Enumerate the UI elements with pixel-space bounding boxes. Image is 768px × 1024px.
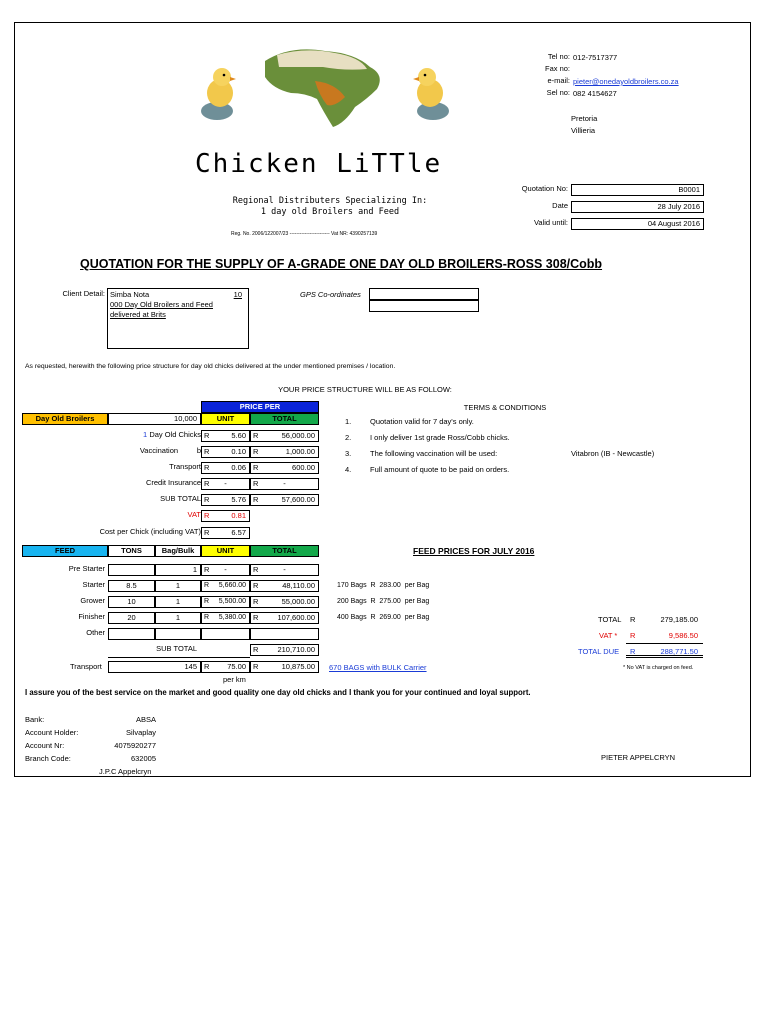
other-bag[interactable] bbox=[155, 628, 201, 640]
currency-symbol: R bbox=[204, 511, 210, 520]
grower-unit-value: 5,500.00 bbox=[218, 598, 246, 605]
chicks-unit[interactable] bbox=[201, 430, 250, 442]
gps-label: GPS Co-ordinates bbox=[300, 290, 361, 299]
unit-header: UNIT bbox=[201, 413, 250, 425]
logo-graphic bbox=[195, 41, 455, 129]
feed-transport-label: Transport bbox=[70, 662, 102, 671]
vaccine-name: Vitabron (IB - Newcastle) bbox=[571, 449, 655, 458]
grower-bag-note: 200 Bags R 275.00 per Bag bbox=[337, 598, 430, 605]
currency-symbol: R bbox=[204, 447, 210, 456]
grower-total[interactable] bbox=[250, 596, 319, 608]
vat-value: 0.81 bbox=[231, 511, 246, 520]
cost-value: 6.57 bbox=[231, 528, 246, 537]
term-4-text: Full amount of quote to be paid on orders. bbox=[370, 465, 510, 474]
pre-starter-bag[interactable]: 1 bbox=[155, 564, 201, 576]
currency-symbol: R bbox=[204, 614, 210, 621]
fax-label: Fax no: bbox=[544, 64, 570, 73]
vaccination-total-value: 1,000.00 bbox=[285, 447, 315, 456]
pre-starter-unit-value: - bbox=[224, 565, 227, 574]
logo bbox=[195, 41, 455, 129]
feed-subtotal-amount: 210,710.00 bbox=[277, 645, 315, 654]
term-1-text: Quotation valid for 7 day's only. bbox=[370, 417, 474, 426]
currency-symbol: R bbox=[253, 495, 259, 504]
currency-symbol: R bbox=[204, 431, 210, 440]
broilers-vat-label: VAT bbox=[187, 510, 201, 519]
credit-insurance-total-value: - bbox=[283, 479, 286, 488]
company-name: Chicken LiTTle bbox=[195, 149, 443, 179]
grand-total-value: 279,185.00 bbox=[660, 615, 698, 624]
chicks-total[interactable] bbox=[250, 430, 319, 442]
total-vat-value: 9,586.50 bbox=[668, 631, 698, 640]
broilers-subtotal-label: SUB TOTAL bbox=[160, 494, 201, 503]
term-4-num: 4. bbox=[345, 465, 352, 474]
credit-insurance-unit-value: - bbox=[224, 479, 227, 488]
transport-unit-value: 0.06 bbox=[231, 463, 246, 472]
feed-total-header: TOTAL bbox=[250, 545, 319, 557]
transport-unit[interactable] bbox=[201, 462, 250, 474]
city: Pretoria bbox=[571, 114, 598, 123]
transport-rate-value: 75.00 bbox=[227, 662, 246, 671]
vaccination-unit[interactable] bbox=[201, 446, 250, 458]
broilers-subtotal-total bbox=[250, 494, 319, 506]
client-name: Simba Nota bbox=[110, 290, 150, 299]
quotation-title: QUOTATION FOR THE SUPPLY OF A-GRADE ONE DAY OLD BROILERS-ROSS 308/Cobb bbox=[80, 257, 603, 271]
cost-per-chick-value bbox=[201, 527, 250, 539]
currency-symbol: R bbox=[253, 431, 259, 440]
chicks-total-value: 56,000.00 bbox=[281, 431, 315, 440]
intro-text: As requested, herewith the following price structure for day old chicks delivered at the under mentioned premises / location. bbox=[25, 363, 396, 370]
signature-name: PIETER APPELCRYN bbox=[601, 753, 676, 762]
total-due-currency: R bbox=[630, 647, 636, 656]
signatory: J.P.C Appelcryn bbox=[99, 767, 152, 776]
currency-symbol: R bbox=[253, 565, 259, 574]
client-line-3: delivered at Brits bbox=[110, 310, 166, 319]
row-label-chicks bbox=[55, 429, 201, 441]
starter-bag[interactable]: 1 bbox=[155, 580, 201, 592]
term-2-text: I only deliver 1st grade Ross/Cobb chicks. bbox=[370, 433, 510, 442]
grower-unit[interactable] bbox=[201, 596, 250, 608]
term-1-num: 1. bbox=[345, 417, 352, 426]
feed-subtotal-value bbox=[250, 644, 319, 656]
date-field[interactable]: 28 July 2016 bbox=[571, 201, 704, 213]
tons-header: TONS bbox=[108, 545, 155, 557]
quotation-no-label: Quotation No: bbox=[521, 184, 568, 193]
transport-km[interactable]: 145 bbox=[108, 661, 201, 673]
quotation-page bbox=[14, 22, 751, 777]
feed-header: FEED bbox=[22, 545, 108, 557]
starter-total[interactable] bbox=[250, 580, 319, 592]
client-qty-prefix: 10 bbox=[233, 290, 242, 299]
starter-tons[interactable]: 8.5 bbox=[108, 580, 155, 592]
pre-starter-total-value: - bbox=[283, 565, 286, 574]
total-vat-currency: R bbox=[630, 631, 636, 640]
day-old-broilers-label: Day Old Broilers bbox=[22, 413, 108, 425]
starter-total-value: 48,110.00 bbox=[282, 581, 315, 590]
other-unit[interactable] bbox=[201, 628, 250, 640]
client-detail-label: Client Detail: bbox=[62, 289, 105, 298]
starter-label: Starter bbox=[82, 580, 105, 589]
account-nr-value: 4075920277 bbox=[114, 741, 156, 750]
currency-symbol: R bbox=[253, 613, 259, 622]
grower-label: Grower bbox=[80, 596, 105, 605]
tel-label: Tel no: bbox=[547, 52, 570, 61]
feed-unit-header: UNIT bbox=[201, 545, 250, 557]
credit-insurance-total[interactable] bbox=[250, 478, 319, 490]
branch-code-value: 632005 bbox=[130, 754, 156, 763]
transport-feed-total-value: 10,875.00 bbox=[281, 662, 315, 671]
currency-symbol: R bbox=[253, 581, 259, 590]
credit-insurance-label: Credit Insurance bbox=[145, 478, 201, 487]
grower-bag[interactable]: 1 bbox=[155, 596, 201, 608]
total-vat-label: VAT * bbox=[599, 631, 618, 640]
tagline-2: 1 day old Broilers and Feed bbox=[260, 207, 400, 217]
client-detail-box[interactable] bbox=[107, 288, 249, 349]
account-holder-value: Silvaplay bbox=[125, 728, 156, 737]
tagline-1: Regional Distributers Specializing In: bbox=[232, 196, 428, 206]
valid-until-field[interactable]: 04 August 2016 bbox=[571, 218, 704, 230]
date-label: Date bbox=[552, 201, 568, 210]
quotation-no-field[interactable]: B0001 bbox=[571, 184, 704, 196]
finisher-bag-note: 400 Bags R 269.00 per Bag bbox=[337, 614, 430, 621]
grand-total-label: TOTAL bbox=[598, 615, 622, 624]
currency-symbol: R bbox=[204, 479, 210, 488]
bank-label: Bank: bbox=[25, 715, 45, 724]
other-total[interactable] bbox=[250, 628, 319, 640]
finisher-tons[interactable]: 20 bbox=[108, 612, 155, 624]
chicks-label: Day Old Chicks bbox=[149, 430, 201, 439]
broilers-quantity[interactable]: 10,000 bbox=[108, 413, 201, 425]
currency-symbol: R bbox=[253, 479, 259, 488]
starter-unit-value: 5,660.00 bbox=[218, 582, 246, 589]
term-3-num: 3. bbox=[345, 449, 352, 458]
bank-value: ABSA bbox=[135, 715, 156, 724]
finisher-unit-value: 5,380.00 bbox=[218, 614, 246, 621]
broilers-vat-value bbox=[201, 510, 250, 522]
currency-symbol: R bbox=[253, 662, 259, 671]
tel-value: 012-7517377 bbox=[573, 53, 618, 62]
vaccination-unit-value: 0.10 bbox=[231, 447, 246, 456]
currency-symbol: R bbox=[204, 598, 210, 605]
grower-total-value: 55,000.00 bbox=[281, 597, 315, 606]
other-label: Other bbox=[86, 628, 105, 637]
currency-symbol: R bbox=[253, 645, 259, 654]
finisher-bag[interactable]: 1 bbox=[155, 612, 201, 624]
transport-feed-total[interactable] bbox=[250, 661, 319, 673]
grand-total-currency: R bbox=[630, 615, 636, 624]
email-link[interactable]: pieter@onedayoldbroilers.co.za bbox=[573, 77, 679, 86]
pre-starter-unit[interactable] bbox=[201, 564, 250, 576]
currency-symbol: R bbox=[253, 447, 259, 456]
registration-line: Reg. No. 2006/122007/23 ------------------------ Vat NR: 4390257139 bbox=[231, 231, 378, 237]
finisher-total-value: 107,600.00 bbox=[277, 613, 315, 622]
branch-code-label: Branch Code: bbox=[25, 754, 71, 763]
currency-symbol: R bbox=[204, 528, 210, 537]
bag-bulk-header: Bag/Bulk bbox=[155, 545, 201, 557]
credit-insurance-unit[interactable] bbox=[201, 478, 250, 490]
feed-prices-heading: FEED PRICES FOR JULY 2016 bbox=[413, 546, 535, 556]
currency-symbol: R bbox=[204, 662, 210, 671]
currency-symbol: R bbox=[253, 597, 259, 606]
client-line-2: 000 Day Old Broilers and Feed bbox=[110, 300, 213, 309]
finisher-label: Finisher bbox=[78, 612, 105, 621]
starter-bag-note: 170 Bags R 283.00 per Bag bbox=[337, 582, 430, 589]
pre-starter-label: Pre Starter bbox=[68, 564, 105, 573]
chicks-count: 1 bbox=[143, 430, 148, 439]
account-holder-label: Account Holder: bbox=[25, 728, 79, 737]
currency-symbol: R bbox=[204, 565, 210, 574]
vaccination-total[interactable] bbox=[250, 446, 319, 458]
grower-tons[interactable]: 10 bbox=[108, 596, 155, 608]
gps-field-2[interactable] bbox=[369, 300, 479, 312]
feed-subtotal-line bbox=[108, 657, 250, 658]
price-per-header: PRICE PER bbox=[201, 401, 319, 413]
transport-label: Transport bbox=[169, 462, 201, 471]
per-km-label: per km bbox=[223, 675, 246, 684]
suburb: Villieria bbox=[571, 126, 596, 135]
transport-total-value: 600.00 bbox=[292, 463, 315, 472]
finisher-unit[interactable] bbox=[201, 612, 250, 624]
email-label: e-mail: bbox=[547, 76, 570, 85]
valid-until-label: Valid until: bbox=[533, 218, 568, 227]
other-tons[interactable] bbox=[108, 628, 155, 640]
vaccination-label: Vaccination b bbox=[139, 446, 201, 455]
starter-unit[interactable] bbox=[201, 580, 250, 592]
currency-symbol: R bbox=[204, 495, 210, 504]
sel-label: Sel no: bbox=[546, 88, 570, 97]
currency-symbol: R bbox=[204, 463, 210, 472]
feed-subtotal-label: SUB TOTAL bbox=[156, 644, 197, 653]
subtotal-unit-value: 5.76 bbox=[231, 495, 246, 504]
pre-starter-tons[interactable] bbox=[108, 564, 155, 576]
transport-total[interactable] bbox=[250, 462, 319, 474]
chicks-unit-value: 5.60 bbox=[231, 431, 246, 440]
account-nr-label: Account Nr: bbox=[25, 741, 65, 750]
pre-starter-total[interactable] bbox=[250, 564, 319, 576]
broilers-subtotal-unit bbox=[201, 494, 250, 506]
term-2-num: 2. bbox=[345, 433, 352, 442]
sel-value: 082 4154627 bbox=[573, 89, 617, 98]
total-header: TOTAL bbox=[250, 413, 319, 425]
total-due-value: 288,771.50 bbox=[660, 647, 698, 656]
price-structure-heading: YOUR PRICE STRUCTURE WILL BE AS FOLLOW: bbox=[278, 385, 452, 394]
bulk-carrier-note: 670 BAGS with BULK Carrier bbox=[329, 663, 427, 672]
currency-symbol: R bbox=[253, 463, 259, 472]
term-3-text: The following vaccination will be used: bbox=[370, 449, 498, 458]
finisher-total[interactable] bbox=[250, 612, 319, 624]
total-due-label: TOTAL DUE bbox=[578, 647, 620, 656]
subtotal-total-value: 57,600.00 bbox=[281, 495, 315, 504]
cost-per-chick-label: Cost per Chick (including VAT) bbox=[99, 527, 201, 536]
transport-rate[interactable] bbox=[201, 661, 250, 673]
currency-symbol: R bbox=[204, 582, 210, 589]
vat-footnote: * No VAT is charged on feed. bbox=[623, 665, 694, 671]
gps-field-1[interactable] bbox=[369, 288, 479, 300]
closing-statement: I assure you of the best service on the market and good quality one day old chicks and I thank you for your continued and loyal support. bbox=[25, 688, 531, 697]
terms-heading: TERMS & CONDITIONS bbox=[463, 403, 547, 412]
